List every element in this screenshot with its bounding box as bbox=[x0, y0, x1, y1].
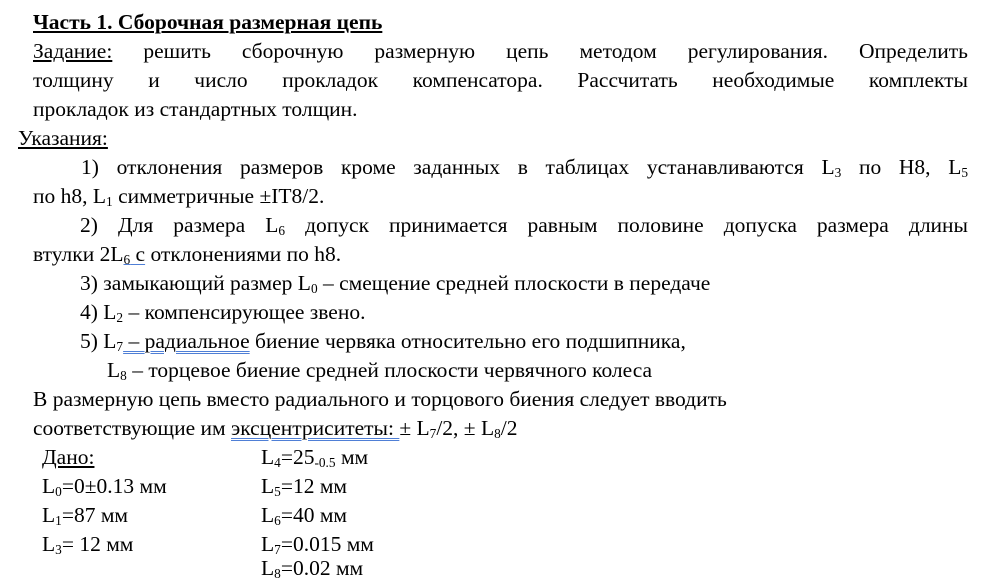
given-left-row bbox=[42, 534, 133, 556]
i1-text-d: симметричные ±IT8/2. bbox=[112, 184, 325, 208]
given-val: =87 мм bbox=[61, 503, 129, 527]
given-sub: 3 bbox=[55, 541, 62, 557]
given-val: =0.02 мм bbox=[280, 556, 364, 580]
i4-text-b: – компенсирующее звено. bbox=[123, 300, 366, 324]
note-sub-7: 7 bbox=[429, 425, 437, 441]
i1-text-c: по h8, L bbox=[33, 184, 107, 208]
task-label: Задание: bbox=[33, 39, 113, 63]
i4-sub-2: 2 bbox=[116, 309, 124, 325]
given-label: Дано: bbox=[42, 445, 95, 469]
i1-sub-3: 3 bbox=[834, 164, 842, 180]
task-line-1 bbox=[33, 41, 968, 63]
given-sym: L bbox=[42, 474, 56, 498]
i5-text-d: биение червяка относительно его подшипника, bbox=[249, 329, 686, 353]
i2-text-a: 2) Для размера L bbox=[80, 213, 279, 237]
section-title bbox=[33, 12, 382, 34]
note-text-e: /2 bbox=[500, 416, 518, 440]
given-sym: L bbox=[42, 532, 56, 556]
given-right-row bbox=[261, 505, 347, 527]
note-line-1: В размерную цепь вместо радиального и торцового биения следует вводить bbox=[33, 387, 727, 411]
given-tolerance: -0.5 bbox=[314, 454, 336, 470]
given-val: =40 мм bbox=[280, 503, 348, 527]
i2-spellcheck-mark bbox=[123, 242, 145, 266]
given-val: =0±0.13 мм bbox=[61, 474, 167, 498]
given-val: =0.015 мм bbox=[280, 532, 374, 556]
instruction-2-line-2 bbox=[33, 244, 341, 266]
given-right-row bbox=[261, 476, 347, 498]
given-sym: L bbox=[261, 556, 275, 580]
i5e-text-a: L bbox=[107, 358, 121, 382]
task-line-2: толщину и число прокладок компенсатора. Рассчитать необходимые комплекты bbox=[33, 68, 968, 92]
i5-grammar-mark bbox=[123, 329, 250, 353]
i4-text-a: 4) L bbox=[80, 300, 117, 324]
i2-text-e: отклонениями по h8. bbox=[145, 242, 342, 266]
i2-text-c: втулки 2L bbox=[33, 242, 124, 266]
given-sym: L bbox=[261, 532, 275, 556]
given-sub: 1 bbox=[55, 512, 62, 528]
i3-text-b: – смещение средней плоскости в передаче bbox=[317, 271, 711, 295]
i5e-text-b: – торцевое биение средней плоскости червячного колеса bbox=[126, 358, 653, 382]
given-sub: 7 bbox=[274, 541, 281, 557]
given-left-row bbox=[42, 505, 128, 527]
note-text-d: /2, ± L bbox=[436, 416, 495, 440]
note-text-a: соответствующие им bbox=[33, 416, 232, 440]
note-text-c: ± L bbox=[399, 416, 430, 440]
i2-text-b: допуск принимается равным половине допуска размера длины bbox=[285, 213, 969, 237]
i2-text-d: с bbox=[130, 242, 146, 266]
given-sub: 4 bbox=[274, 454, 281, 470]
given-sub: 0 bbox=[55, 483, 62, 499]
given-sym: L bbox=[261, 503, 275, 527]
i1-text-a: 1) отклонения размеров кроме заданных в таблицах устанавливаются L bbox=[81, 155, 835, 179]
given-val: = 12 мм bbox=[61, 532, 134, 556]
task-text-1: решить сборочную размерную цепь методом регулирования. Определить bbox=[112, 39, 968, 63]
note-text-b: эксцентриситеты: bbox=[231, 416, 400, 440]
i1-text-b: по H8, L bbox=[841, 155, 962, 179]
i5-text-b: – bbox=[123, 329, 145, 353]
note-line-2 bbox=[33, 418, 518, 440]
task-line-3: прокладок из стандартных толщин. bbox=[33, 97, 358, 121]
given-right-row bbox=[261, 534, 374, 556]
i5-sub-7: 7 bbox=[116, 338, 124, 354]
section-title-text: Часть 1. Сборочная размерная цепь bbox=[33, 10, 383, 34]
instruction-3 bbox=[80, 273, 710, 295]
i5-text-c: радиальное bbox=[144, 329, 250, 353]
i5-text-a: 5) L bbox=[80, 329, 117, 353]
instruction-4 bbox=[80, 302, 365, 324]
i3-text-a: 3) замыкающий размер L bbox=[80, 271, 311, 295]
given-sym: L bbox=[261, 445, 275, 469]
instruction-2-line-1 bbox=[33, 215, 968, 237]
note-sub-8: 8 bbox=[494, 425, 501, 441]
i3-sub-0: 0 bbox=[310, 280, 318, 296]
instruction-1-line-2 bbox=[33, 186, 324, 208]
instruction-5-line-1 bbox=[80, 331, 686, 353]
given-right-row bbox=[261, 558, 363, 580]
i1-sub-5: 5 bbox=[961, 164, 969, 180]
i5e-sub-8: 8 bbox=[120, 367, 127, 383]
i2-sub-6: 6 bbox=[278, 222, 286, 238]
given-right-row bbox=[261, 447, 368, 469]
given-left-row bbox=[42, 476, 167, 498]
given-sym: L bbox=[42, 503, 56, 527]
given-sub: 6 bbox=[274, 512, 281, 528]
given-sub: 8 bbox=[274, 565, 281, 581]
given-val: =12 мм bbox=[280, 474, 348, 498]
instruction-1-line-1 bbox=[33, 157, 968, 179]
given-val: =25 bbox=[280, 445, 315, 469]
i2-sub-6b: 6 bbox=[123, 251, 131, 267]
instructions-label: Указания: bbox=[18, 126, 108, 150]
given-sym: L bbox=[261, 474, 275, 498]
given-unit: мм bbox=[335, 445, 369, 469]
given-sub: 5 bbox=[274, 483, 281, 499]
instruction-5-line-2 bbox=[107, 360, 652, 382]
i1-sub-1: 1 bbox=[106, 193, 113, 209]
